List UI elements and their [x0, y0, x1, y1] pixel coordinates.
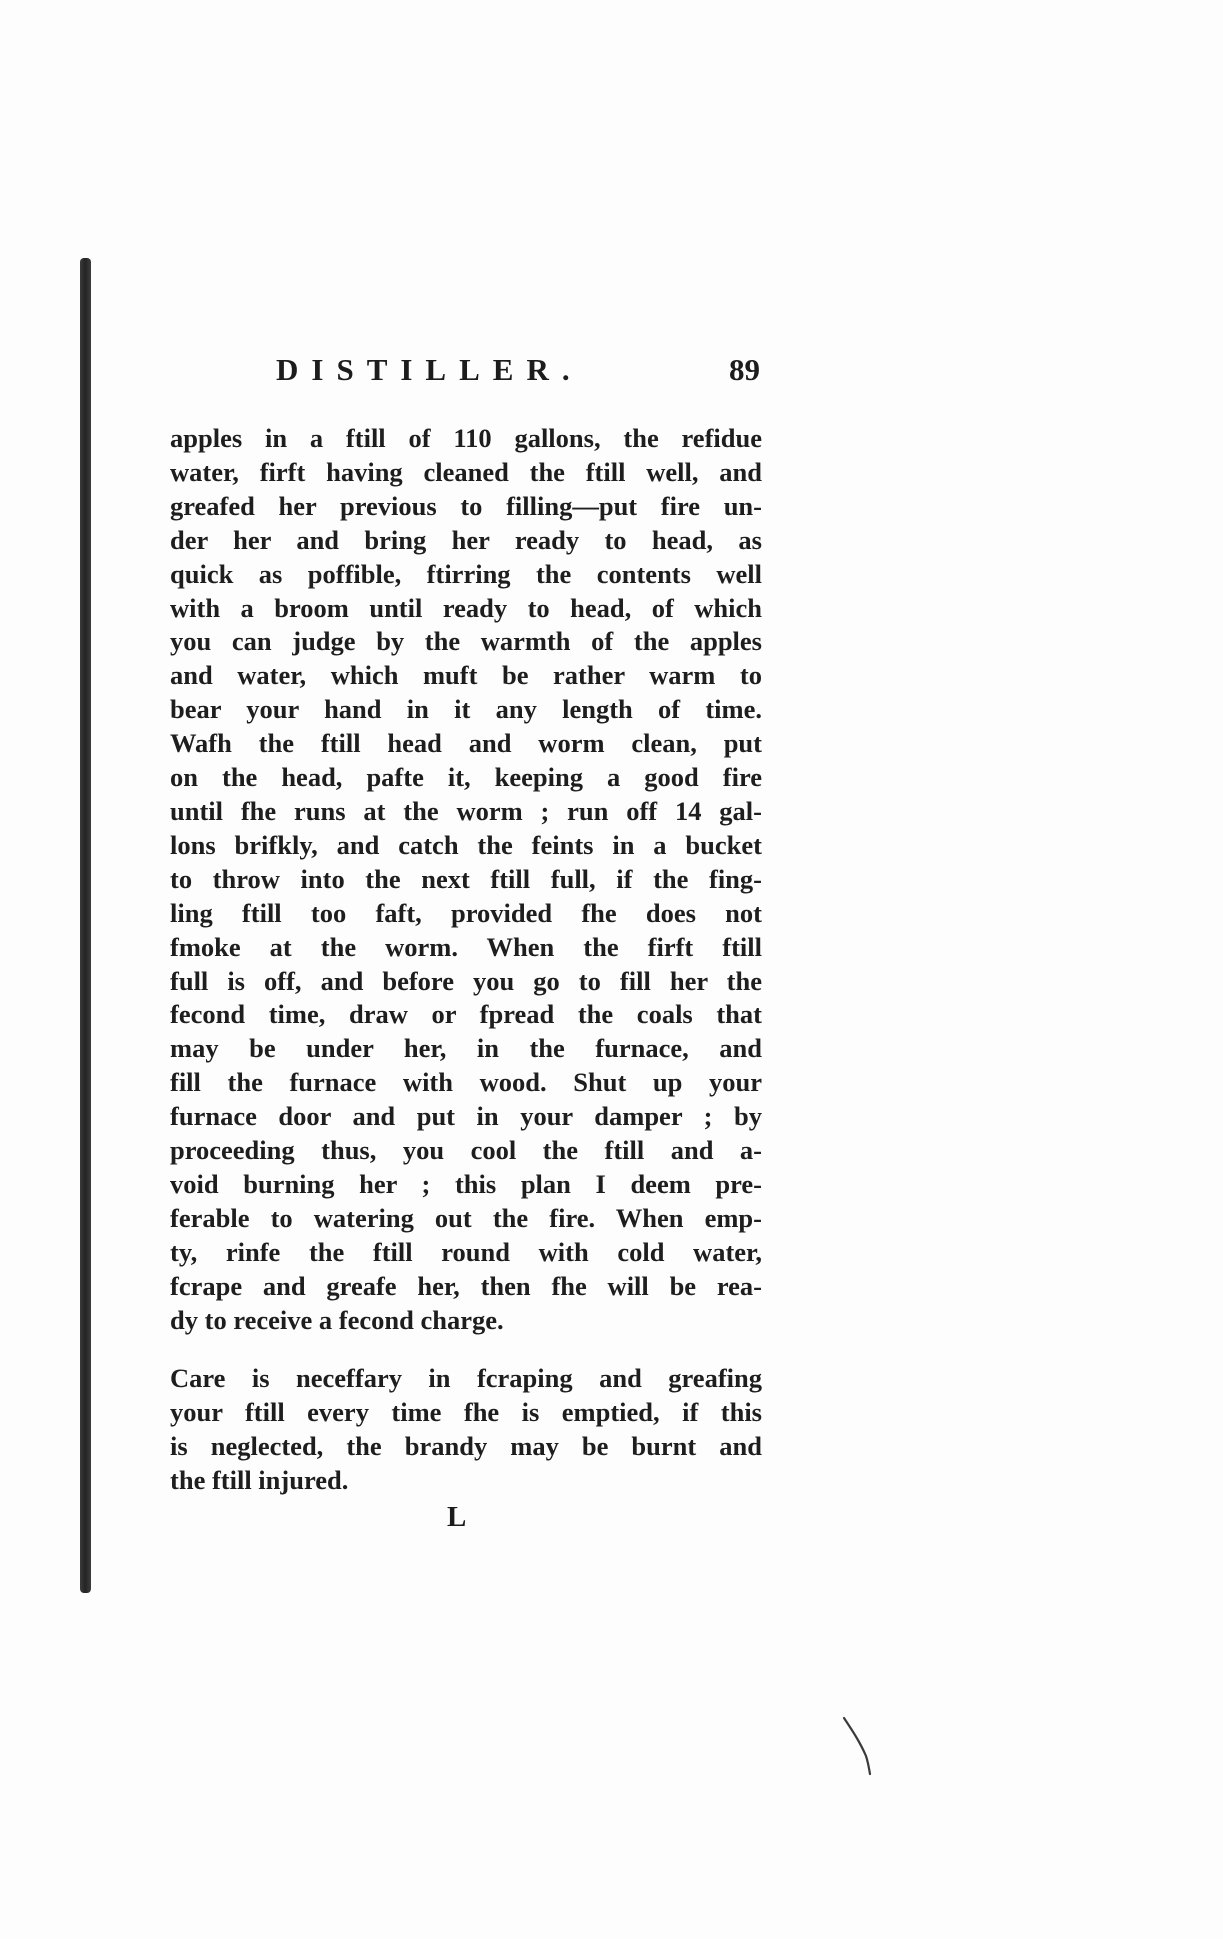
- text-line: full is off, and before you go to fill her the: [170, 965, 762, 996]
- text-line: proceeding thus, you cool the ftill and a-: [170, 1135, 762, 1166]
- text-line: ferable to watering out the fire. When emp-: [170, 1202, 762, 1233]
- text-line: furnace door and put in your damper ; by: [170, 1101, 762, 1132]
- text-line: ling ftill too faft, provided fhe does not: [170, 897, 762, 928]
- text-line: you can judge by the warmth of the apples: [170, 626, 762, 657]
- text-line: lons brifkly, and catch the feints in a bucket: [170, 829, 762, 860]
- text-line: the ftill injured.: [170, 1464, 349, 1495]
- text-line: fecond time, draw or fpread the coals that: [170, 999, 762, 1030]
- text-line: fill the furnace with wood. Shut up your: [170, 1067, 762, 1098]
- binding-gutter-shadow: [80, 258, 91, 1593]
- paragraph-1: [170, 422, 762, 1337]
- text-line: Care is neceffary in fcraping and greafing: [170, 1363, 762, 1393]
- text-line: is neglected, the brandy may be burnt and: [170, 1430, 762, 1461]
- text-line: fmoke at the worm. When the firft ftill: [170, 931, 762, 962]
- text-line: ty, rinfe the ftill round with cold water,: [170, 1236, 762, 1267]
- text-line: Wafh the ftill head and worm clean, put: [170, 728, 762, 759]
- text-line: greafed her previous to filling—put fire un-: [170, 490, 762, 521]
- text-line: may be under her, in the furnace, and: [170, 1033, 762, 1064]
- running-head: [276, 352, 760, 396]
- text-line: der her and bring her ready to head, as: [170, 524, 762, 555]
- text-line: bear your hand in it any length of time.: [170, 694, 762, 725]
- text-line: fcrape and greafe her, then fhe will be rea-: [170, 1270, 762, 1301]
- text-line: your ftill every time fhe is emptied, if this: [170, 1396, 762, 1427]
- running-title: DISTILLER.: [276, 352, 583, 387]
- text-line: to throw into the next ftill full, if the fing-: [170, 863, 762, 894]
- text-line: dy to receive a fecond charge.: [170, 1304, 504, 1335]
- text-line: and water, which muft be rather warm to: [170, 660, 762, 691]
- paragraph-2: [170, 1362, 762, 1498]
- catchword: L: [447, 1501, 467, 1533]
- text-line: quick as poffible, ftirring the contents well: [170, 558, 762, 589]
- text-line: void burning her ; this plan I deem pre-: [170, 1168, 762, 1199]
- text-line: with a broom until ready to head, of which: [170, 592, 762, 623]
- text-line: on the head, pafte it, keeping a good fire: [170, 762, 762, 793]
- stray-pen-mark: [840, 1716, 880, 1778]
- text-line: water, firft having cleaned the ftill well, and: [170, 456, 762, 487]
- page-number: 89: [729, 352, 760, 387]
- text-line: until fhe runs at the worm ; run off 14 gal-: [170, 795, 762, 826]
- text-line: apples in a ftill of 110 gallons, the refidue: [170, 423, 762, 453]
